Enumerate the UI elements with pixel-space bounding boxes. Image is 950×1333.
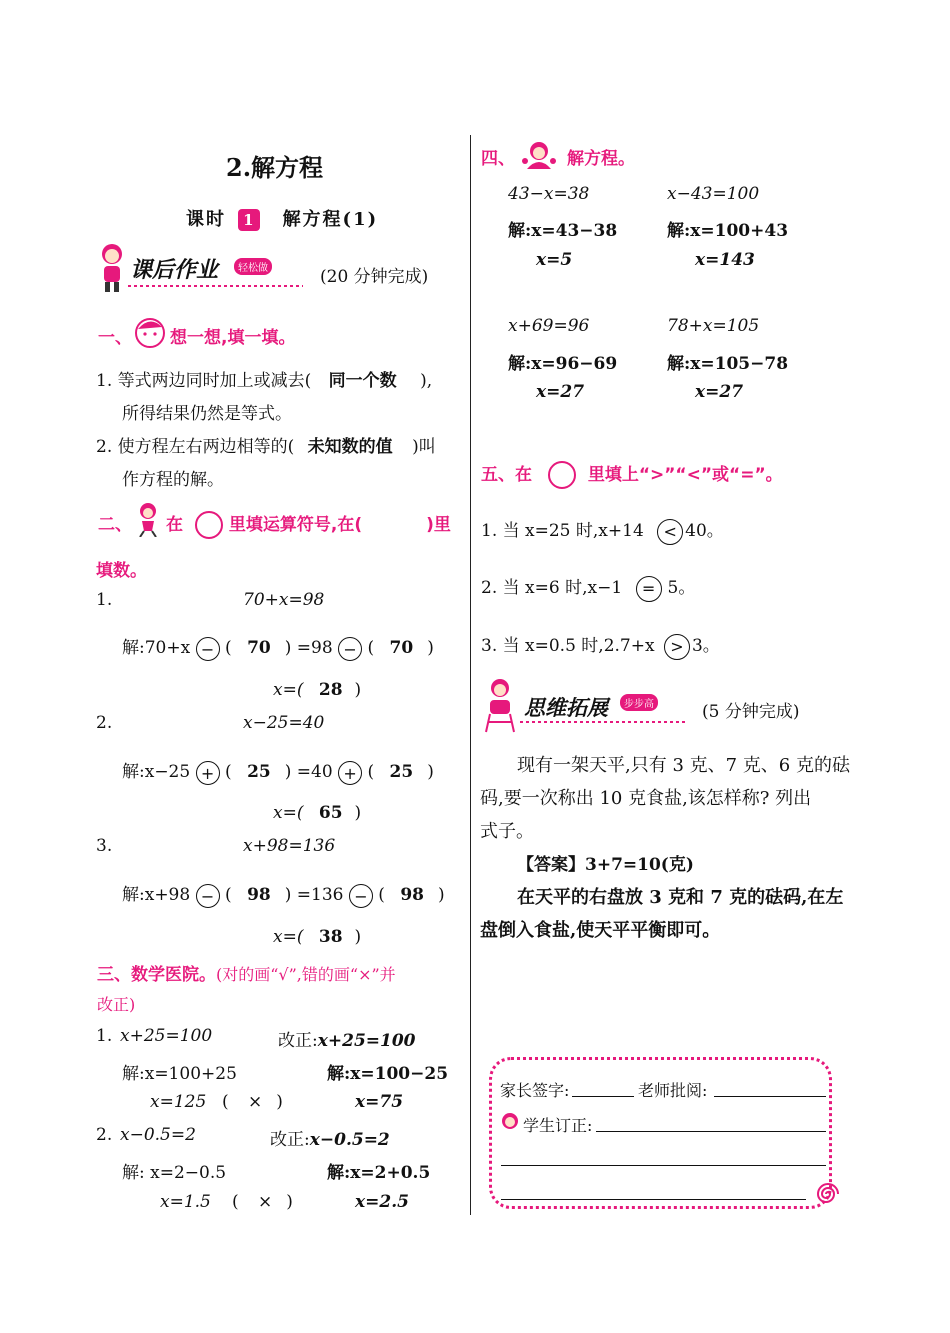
homework-underline-icon: [128, 282, 308, 290]
s3-p1-fix-step2: x=75: [355, 1092, 404, 1112]
student-correction-line3[interactable]: [501, 1199, 806, 1200]
s4-heading-text: 解方程。: [567, 149, 635, 169]
lesson-number-badge: 1: [238, 209, 260, 231]
s3-p1-fix-label: 改正:: [278, 1031, 318, 1051]
s5-heading: [481, 460, 783, 489]
spiral-decoration-icon: [808, 1176, 848, 1212]
think-explain-line2: 盘倒入食盐,使天平平衡即可。: [480, 920, 721, 941]
boy-mascot-icon: [96, 242, 128, 294]
s3-p1-fix-eq: x+25=100: [317, 1031, 416, 1051]
s1-q1-text: 1. 等式两边同时加上或减去(: [96, 371, 312, 391]
s3-p2-fix-step1: 解:x=2+0.5: [327, 1163, 431, 1183]
s2-p2-op2: +: [338, 761, 362, 785]
s5-item3-text: 3. 当 x=0.5 时,2.7+x: [481, 636, 655, 656]
s3-p1-step2: x=125: [150, 1092, 207, 1112]
boy-running-icon: [132, 501, 164, 537]
s2-p3-mid: =136: [296, 885, 344, 905]
s5-item2-op: =: [636, 576, 662, 602]
s4-eq2: x−43=100: [667, 184, 760, 204]
think-answer: 【答案】3+7=10(克): [517, 855, 694, 875]
s2-p1-mid: =98: [296, 638, 333, 658]
s1-heading: [98, 323, 295, 351]
think-underline-icon: [520, 718, 690, 726]
s2-p3-op1: −: [196, 884, 220, 908]
s3-p2-fix-label: 改正:: [270, 1130, 310, 1150]
s5-item2: [481, 573, 695, 602]
lesson-name: 解方程(1): [282, 209, 379, 230]
teacher-review-label: 老师批阅:: [638, 1081, 708, 1100]
s3-note: (对的画“√”,错的画“×”并: [216, 965, 396, 984]
s2-heading-c: )里: [426, 515, 451, 535]
s5-item1-rhs: 40。: [685, 521, 724, 541]
s5-item3-rhs: 3。: [691, 636, 720, 656]
s3-p2-fix-step2: x=2.5: [355, 1192, 409, 1212]
boy-face-icon: [132, 315, 168, 351]
s3-heading: [97, 960, 396, 985]
homework-time: (20 分钟完成): [320, 267, 429, 287]
s3-heading-text: 三、数学医院。: [97, 965, 216, 985]
s2-p1-left: 解:70+x: [122, 638, 191, 658]
s5-heading-b: 里填上“>”“<”或“=”。: [587, 465, 783, 485]
s2-p1-equation: 70+x=98: [243, 590, 325, 610]
s3-p2-step1: 解: x=2−0.5: [122, 1163, 227, 1183]
s3-p1-fix-step1: 解:x=100−25: [327, 1064, 449, 1084]
s2-p1-num: 1.: [96, 590, 113, 610]
s3-p2-fix-eq: x−0.5=2: [309, 1130, 390, 1150]
s2-p2-op1: +: [196, 761, 220, 785]
s3-p1-mark: ( × ): [222, 1092, 283, 1112]
s1-q2-text: 2. 使方程左右两边相等的(: [96, 437, 295, 457]
s5-item1-text: 1. 当 x=25 时,x+14: [481, 521, 644, 541]
s3-p2-step2: x=1.5: [160, 1192, 211, 1212]
s3-p2-fix: [270, 1125, 390, 1150]
s2-heading-num: 二、: [98, 515, 132, 535]
s2-p1-op1: −: [196, 637, 220, 661]
s3-p2-equation: x−0.5=2: [120, 1125, 196, 1145]
blank-circle-icon: [548, 461, 576, 489]
s2-p3-v1: 98: [247, 885, 271, 905]
teacher-review-line[interactable]: [714, 1096, 826, 1097]
s2-heading: [98, 510, 451, 539]
s5-item1-op: <: [657, 519, 683, 545]
think-time: (5 分钟完成): [702, 702, 800, 722]
s3-p2-mark: ( × ): [232, 1192, 293, 1212]
s1-q1-line2: 所得结果仍然是等式。: [122, 404, 292, 424]
s4-eq3-step1: 解:x=96−69: [508, 354, 618, 374]
s2-p2-mid: =40: [296, 762, 333, 782]
think-banner: 思维拓展: [524, 696, 608, 720]
page-title: 2.解方程: [226, 153, 324, 182]
homework-banner: 课后作业: [130, 258, 219, 283]
s2-p1-answer: 28: [318, 680, 343, 700]
s2-heading-line2: 填数。: [96, 561, 147, 581]
student-correction-line1[interactable]: [596, 1131, 826, 1132]
parent-sign-label: 家长签字:: [500, 1081, 570, 1100]
s2-p1-op2: −: [338, 637, 362, 661]
s2-p2-left: 解:x−25: [122, 762, 191, 782]
student-correction-line2[interactable]: [501, 1165, 826, 1166]
s1-heading-text: 想一想,填一填。: [170, 328, 296, 348]
s2-p1-v2: 70: [389, 638, 414, 658]
homework-tag: 轻松做: [234, 258, 272, 275]
s3-p1-equation: x+25=100: [120, 1026, 213, 1046]
girl-ladder-mascot-icon: [480, 678, 520, 734]
s1-q2-line1: [96, 432, 436, 457]
s4-eq3: x+69=96: [508, 316, 590, 336]
s4-heading-num: 四、: [481, 149, 515, 169]
think-problem-line2: 码,要一次称出 10 克食盐,该怎样称? 列出: [480, 788, 812, 809]
girl-mascot-icon: [515, 139, 563, 171]
s4-eq1-step1: 解:x=43−38: [508, 221, 618, 241]
s2-p3-v2: 98: [400, 885, 425, 905]
student-face-icon: [500, 1111, 520, 1131]
blank-circle-icon: [195, 511, 223, 539]
s2-p2-answer: 65: [318, 803, 343, 823]
s2-p3-xeq: x=(: [273, 927, 304, 947]
s3-p2-cross-mark: ×: [258, 1192, 273, 1212]
s2-p2-result: x=( 65 ): [273, 803, 362, 823]
s2-p2-v1: 25: [247, 762, 271, 782]
s2-p2-xeq: x=(: [273, 803, 304, 823]
s2-p3-result: x=( 38 ): [273, 927, 362, 947]
s2-p1-v1: 70: [247, 638, 271, 658]
s2-p2-solution: 解:x−25 + ( 25 ) =40 + ( 25 ): [122, 762, 434, 783]
think-problem-line3: 式子。: [480, 821, 534, 842]
s4-eq2-step1: 解:x=100+43: [667, 221, 789, 241]
s3-p1-fix: [278, 1026, 416, 1051]
s2-p2-num: 2.: [96, 713, 113, 733]
student-correction-label: 学生订正:: [523, 1116, 593, 1135]
s4-eq3-step2: x=27: [536, 382, 585, 402]
think-explain-line1: 在天平的右盘放 3 克和 7 克的砝码,在左: [517, 887, 844, 908]
s2-p1-xeq: x=(: [273, 680, 304, 700]
s5-heading-a: 五、在: [481, 465, 532, 485]
s4-eq1-step2: x=5: [536, 250, 573, 270]
s1-q2-line2: 作方程的解。: [122, 470, 224, 490]
think-tag: 步步高: [620, 694, 658, 711]
s1-q1-close: ),: [420, 371, 433, 391]
s1-q2-close: )叫: [412, 437, 436, 457]
s3-note-line2: 改正): [97, 995, 136, 1014]
s5-item2-rhs: 5。: [667, 578, 696, 598]
lesson-prefix: 课时: [186, 209, 226, 230]
s1-q1-answer: 同一个数: [328, 371, 397, 391]
lesson-heading: [186, 205, 378, 231]
column-divider: [470, 135, 471, 1215]
s2-p2-equation: x−25=40: [243, 713, 325, 733]
parent-sign-line[interactable]: [572, 1096, 634, 1097]
s4-heading: [481, 144, 635, 171]
s2-p3-left: 解:x+98: [122, 885, 191, 905]
s3-p1-step1: 解:x=100+25: [122, 1064, 237, 1084]
s2-p3-solution: 解:x+98 − ( 98 ) =136 − ( 98 ): [122, 885, 445, 906]
s2-p3-op2: −: [349, 884, 373, 908]
s1-q1-line1: [96, 366, 432, 391]
s5-item1: [481, 516, 724, 545]
s4-eq1: 43−x=38: [508, 184, 590, 204]
s2-p1-result: x=( 28 ): [273, 680, 362, 700]
s2-p3-equation: x+98=136: [243, 836, 336, 856]
s2-p3-answer: 38: [318, 927, 343, 947]
s2-heading-b: 里填运算符号,在(: [228, 515, 363, 535]
s5-item2-text: 2. 当 x=6 时,x−1: [481, 578, 623, 598]
s4-eq2-step2: x=143: [695, 250, 755, 270]
s4-eq4: 78+x=105: [667, 316, 760, 336]
s2-p1-solution: 解:70+x − ( 70 ) =98 − ( 70 ): [122, 638, 434, 659]
s1-heading-num: 一、: [98, 328, 132, 348]
s4-eq4-step2: x=27: [695, 382, 744, 402]
s3-p1-num: 1.: [96, 1026, 113, 1046]
think-problem-line1: 现有一架天平,只有 3 克、7 克、6 克的砝: [517, 755, 850, 776]
s2-heading-a: 在: [166, 515, 183, 535]
s2-p3-num: 3.: [96, 836, 113, 856]
s1-q2-answer: 未知数的值: [307, 437, 393, 457]
s3-p2-num: 2.: [96, 1125, 113, 1145]
s5-item3-op: >: [664, 634, 690, 660]
s3-p1-cross-mark: ×: [248, 1092, 263, 1112]
s4-eq4-step1: 解:x=105−78: [667, 354, 789, 374]
s5-item3: [481, 631, 720, 660]
s2-p2-v2: 25: [389, 762, 414, 782]
